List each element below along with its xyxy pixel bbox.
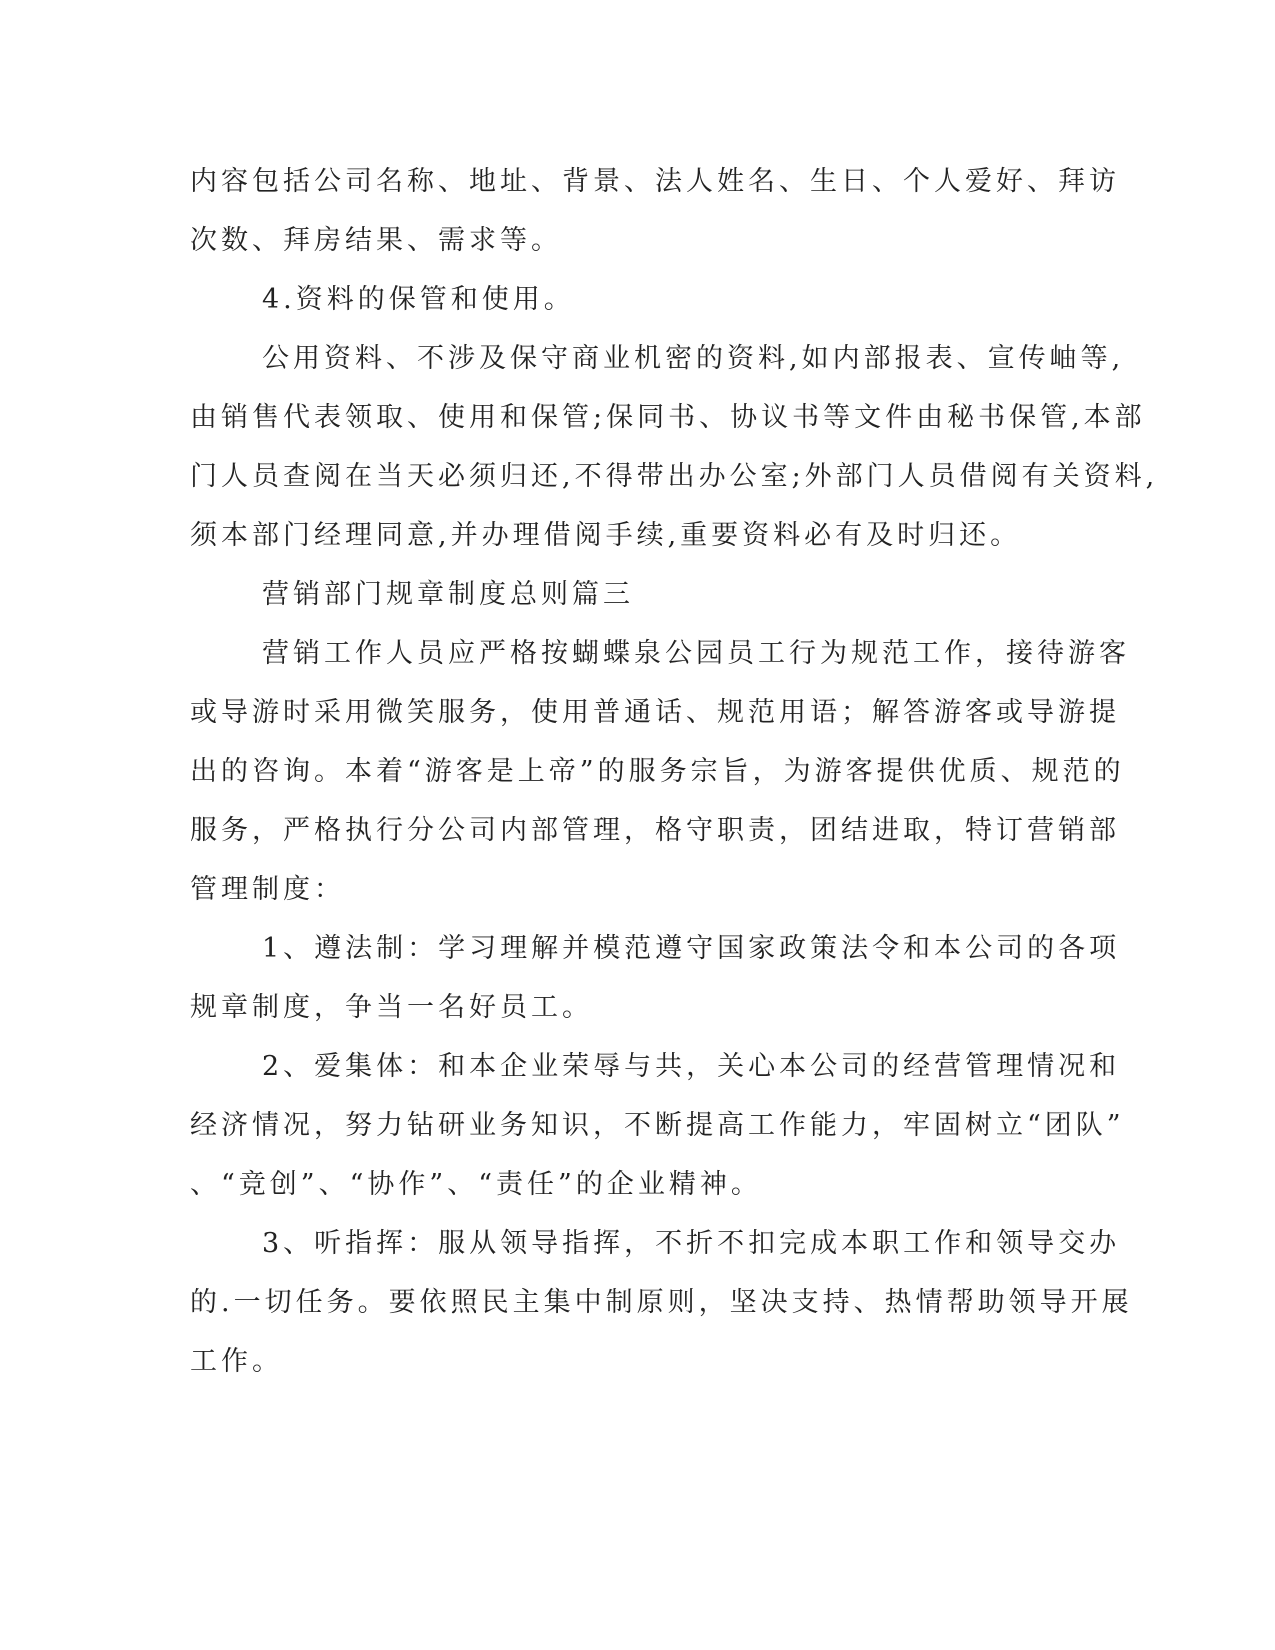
text-line: 服务，严格执行分公司内部管理，格守职责，团结进取，特订营销部 (190, 815, 1120, 846)
text-line: 1、遵法制：学习理解并模范遵守国家政策法令和本公司的各项 (262, 933, 1121, 964)
text-line: 3、听指挥：服从领导指挥，不折不扣完成本职工作和领导交办 (262, 1228, 1121, 1259)
text-line: 出的咨询。本着“游客是上帝”的服务宗旨，为游客提供优质、规范的 (190, 756, 1125, 787)
text-line: 的.一切任务。要依照民主集中制原则，坚决支持、热情帮助领导开展 (190, 1287, 1133, 1318)
text-line: 须本部门经理同意,并办理借阅手续,重要资料必有及时归还。 (190, 520, 1022, 551)
text-line: 营销工作人员应严格按蝴蝶泉公园员工行为规范工作，接待游客 (262, 638, 1130, 669)
text-line: 管理制度： (190, 874, 345, 905)
text-line: 2、爱集体：和本企业荣辱与共，关心本公司的经营管理情况和 (262, 1051, 1121, 1082)
text-line: 经济情况，努力钻研业务知识，不断提高工作能力，牢固树立“团队” (190, 1110, 1125, 1141)
text-line: 规章制度，争当一名好员工。 (190, 992, 593, 1023)
text-line: 、“竞创”、“协作”、“责任”的企业精神。 (190, 1169, 762, 1200)
section-title: 营销部门规章制度总则篇三 (262, 579, 634, 610)
section-heading: 4.资料的保管和使用。 (262, 284, 575, 315)
text-line: 次数、拜房结果、需求等。 (190, 225, 562, 256)
text-line: 工作。 (190, 1346, 283, 1377)
text-line: 公用资料、不涉及保守商业机密的资料,如内部报表、宣传岫等, (262, 343, 1125, 374)
text-line: 门人员查阅在当天必须归还,不得带出办公室;外部门人员借阅有关资料, (190, 461, 1159, 492)
text-line: 或导游时采用微笑服务，使用普通话、规范用语；解答游客或导游提 (190, 697, 1120, 728)
text-line: 内容包括公司名称、地址、背景、法人姓名、生日、个人爱好、拜访 (190, 166, 1120, 197)
text-line: 由销售代表领取、使用和保管;保同书、协议书等文件由秘书保管,本部 (190, 402, 1146, 433)
